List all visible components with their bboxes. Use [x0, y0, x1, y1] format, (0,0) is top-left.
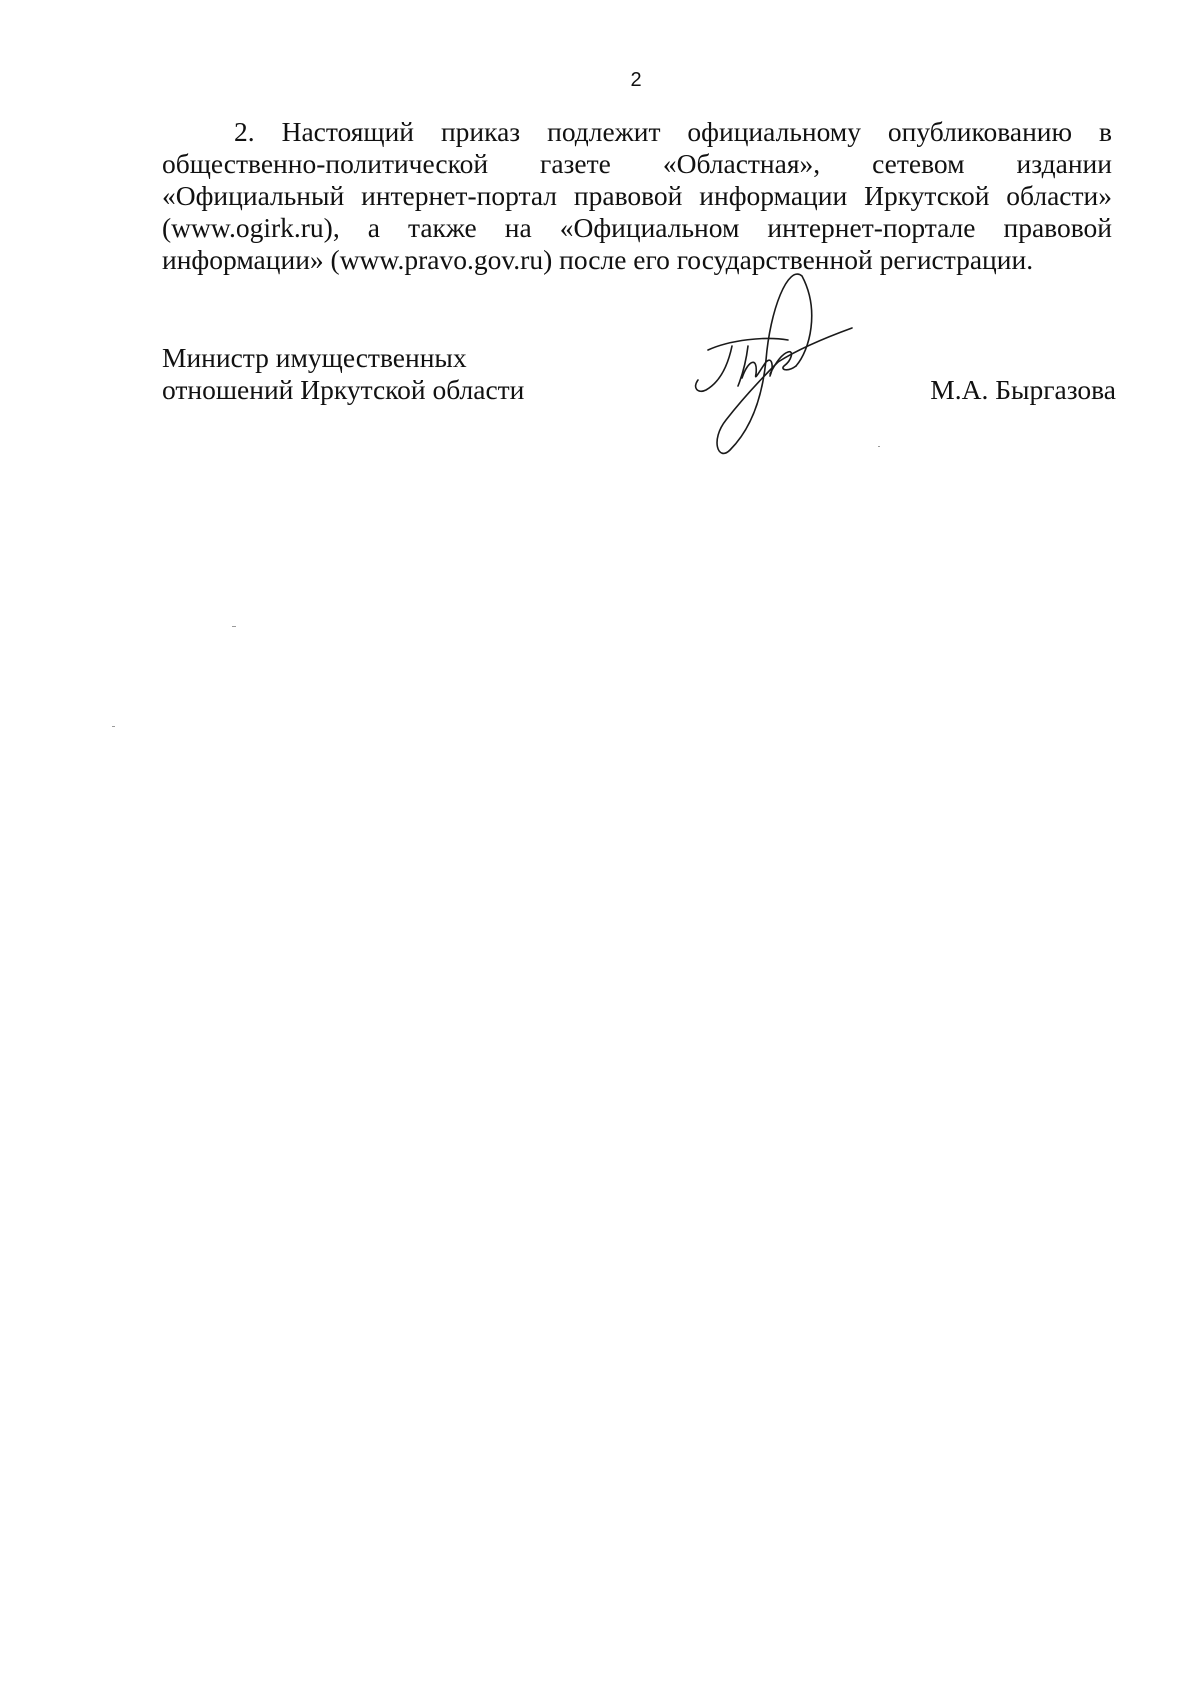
scan-speck [878, 446, 880, 447]
scan-speck [112, 726, 115, 727]
signatory-name: М.А. Быргазова [930, 374, 1116, 405]
signatory-position [162, 342, 524, 406]
page-number: 2 [630, 69, 642, 91]
scan-speck [232, 626, 236, 627]
body-paragraph: 2. Настоящий приказ подлежит официальному опубликованию в общественно-политической газете «Областная», сетевом издании «Официальный интернет-портал правовой информации Иркутской области» (www.ogirk.ru), а также на «Официальном интернет-портале правовой информации» (www.pravo.gov.ru) после его государственной регистрации. [162, 116, 1112, 275]
signatory-position-line1: Министр имущественных [162, 342, 467, 373]
signatory-position-line2: отношений Иркутской области [162, 374, 525, 405]
handwritten-signature [670, 270, 880, 480]
